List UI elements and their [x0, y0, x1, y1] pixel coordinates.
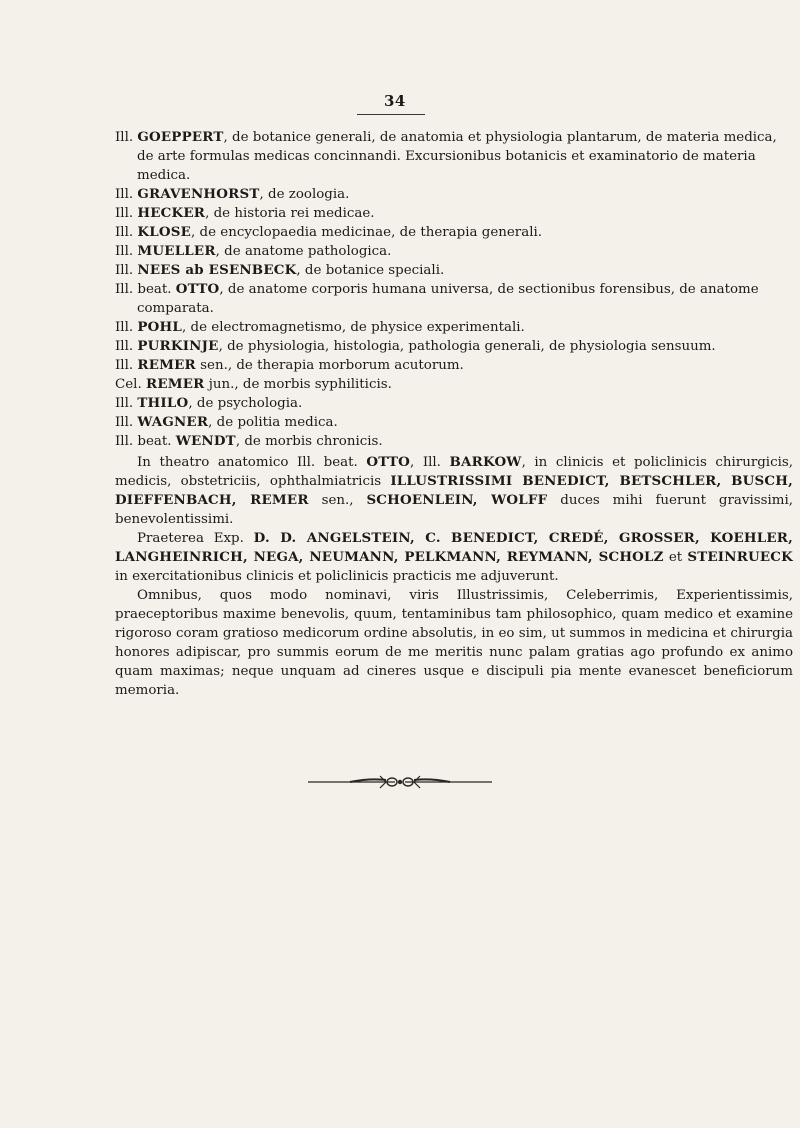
- entry-title: Ill.: [115, 339, 134, 354]
- paragraph-thanks: Omnibus, quos modo nominavi, viris Illustrissimis, Celeberrimis, Experientissimis, praeceptoribus maxime benevolis, quum, tentaminibus tam philosophico, quam medico et examine rigoroso coram gratioso medicorum ordine absolutis, in eo sim, ut summos in medicina et chirurgia honores adipiscar, pro summis eorum de me meritis nunc palam gratias ago profundo ex animo quam maximas; neque unquam ad cineres usque e discipuli pia mente evanescet beneficiorum memoria.: [115, 588, 793, 698]
- entry-title: Ill. beat.: [115, 434, 172, 449]
- entry-title: Ill.: [115, 206, 134, 221]
- entry-subjects: , de encyclopaedia medicinae, de therapia generali.: [191, 225, 543, 240]
- entry-name: WAGNER: [137, 414, 209, 430]
- entry-title: Ill. beat.: [115, 282, 172, 297]
- entry-subjects: , de electromagnetismo, de physice experimentali.: [182, 320, 525, 335]
- entry-title: Ill.: [115, 396, 134, 411]
- faculty-list: [115, 128, 793, 451]
- faculty-entry: [115, 261, 793, 280]
- entry-title: Ill.: [115, 187, 134, 202]
- entry-name: REMER: [145, 376, 205, 392]
- faculty-entry: [115, 128, 793, 185]
- faculty-entry: [115, 394, 793, 413]
- faculty-entry: [115, 356, 793, 375]
- faculty-entry: [115, 223, 793, 242]
- entry-title: Ill.: [115, 225, 134, 240]
- faculty-entry: [115, 185, 793, 204]
- entry-subjects: , de physiologia, histologia, pathologia generali, de physiologia sensuum.: [218, 339, 716, 354]
- entry-name: NEES ab ESENBECK: [137, 262, 297, 278]
- entry-subjects: , de anatome corporis humana universa, de sectionibus forensibus, de anatome comparata.: [137, 282, 759, 316]
- faculty-entry: [115, 432, 793, 451]
- entry-subjects: , de botanice generali, de anatomia et physiologia plantarum, de materia medica, de arte formulas medicas concinnandi. Excursionibus botanicis et examinatorio de materia medica.: [137, 130, 777, 183]
- entry-title: Ill.: [115, 244, 134, 259]
- paragraph-teachers: In theatro anatomico Ill. beat. OTTO, Ill. BARKOW, in clinicis et policlinicis chirurgicis, medicis, obstetriciis, ophthalmiatricis ILLUSTRISSIMI BENEDICT, BETSCHLER, BUSCH, DIEFFENBACH, REMER sen., SCHOENLEIN, WOLFF duces mihi fuerunt gravissimi, benevolentissimi.: [115, 454, 794, 527]
- entry-name: OTTO: [175, 281, 220, 297]
- entry-name: WENDT: [175, 433, 236, 449]
- entry-subjects: sen., de therapia morborum acutorum.: [195, 358, 464, 373]
- entry-title: Ill.: [115, 358, 134, 373]
- document-body: [115, 128, 793, 700]
- entry-title: Ill.: [115, 415, 134, 430]
- entry-title: Ill.: [115, 263, 134, 278]
- page-number-rule: [357, 114, 425, 115]
- faculty-entry: [115, 280, 793, 318]
- entry-subjects: , de psychologia.: [188, 396, 303, 411]
- page-number: 34: [384, 92, 406, 110]
- faculty-entry: [115, 318, 793, 337]
- entry-name: PURKINJE: [137, 338, 219, 354]
- entry-name: REMER: [137, 357, 196, 373]
- entry-name: KLOSE: [137, 224, 191, 240]
- entry-subjects: , de morbis chronicis.: [235, 434, 383, 449]
- typographic-ornament-rule-icon: [0, 772, 800, 792]
- entry-subjects: , de historia rei medicae.: [205, 206, 375, 221]
- entry-name: THILO: [137, 395, 189, 411]
- paragraph-assistants: Praeterea Exp. D. D. ANGELSTEIN, C. BENEDICT, CREDÉ, GROSSER, KOEHLER, LANGHEINRICH, NEGA, NEUMANN, PELKMANN, REYMANN, SCHOLZ et STEINRUECK in exercitationibus clinicis et policlinicis practicis me adjuverunt.: [115, 530, 793, 584]
- entry-title: Cel.: [115, 377, 142, 392]
- entry-name: POHL: [137, 319, 182, 335]
- faculty-entry: [115, 337, 793, 356]
- entry-subjects: , de botanice speciali.: [296, 263, 445, 278]
- entry-subjects: , de anatome pathologica.: [215, 244, 392, 259]
- entry-name: GRAVENHORST: [137, 186, 260, 202]
- entry-name: GOEPPERT: [137, 129, 224, 145]
- entry-name: HECKER: [137, 205, 206, 221]
- entry-subjects: , de zoologia.: [259, 187, 350, 202]
- entry-subjects: jun., de morbis syphiliticis.: [204, 377, 392, 392]
- entry-title: Ill.: [115, 320, 134, 335]
- entry-title: Ill.: [115, 130, 134, 145]
- entry-subjects: , de politia medica.: [208, 415, 338, 430]
- faculty-entry: [115, 375, 793, 394]
- entry-name: MUELLER: [137, 243, 216, 259]
- faculty-entry: [115, 413, 793, 432]
- faculty-entry: [115, 242, 793, 261]
- faculty-entry: [115, 204, 793, 223]
